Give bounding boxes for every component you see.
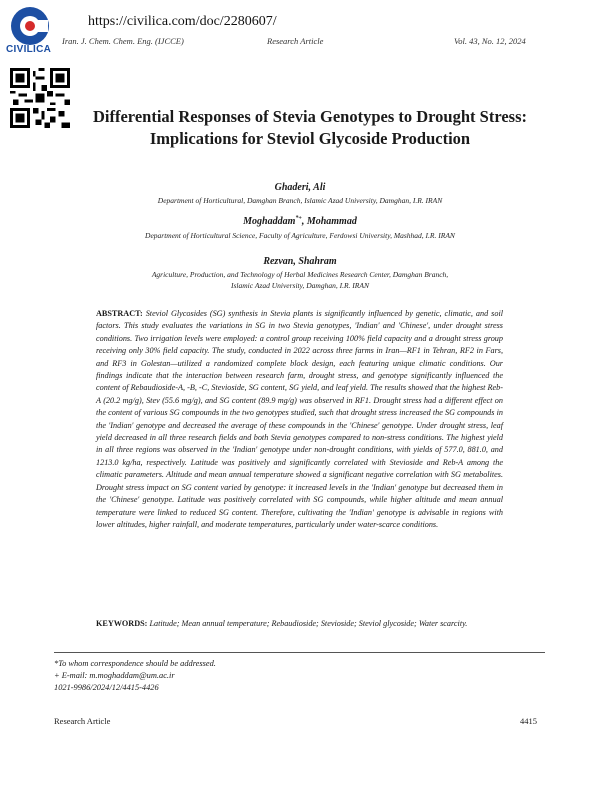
affiliation-line: Agriculture, Production, and Technology of Herbal Medicines Research Center, Damghan Branch,	[151, 270, 449, 279]
footnote-correspondence: *To whom correspondence should be addressed.	[54, 659, 216, 668]
source-url[interactable]: https://civilica.com/doc/2280607/	[88, 14, 277, 29]
article-type: Research Article	[267, 36, 324, 46]
footnotes	[54, 658, 216, 694]
abstract-label: ABSTRACT:	[96, 309, 143, 318]
author-affiliation: Department of Horticultural, Damghan Branch, Islamic Azad University, Damghan, I.R. IRAN	[157, 196, 443, 205]
author-name: Ghaderi, Ali	[274, 182, 326, 193]
running-header	[62, 36, 542, 50]
logo-text: CIVILICA	[6, 44, 52, 55]
title-line-1: Differential Responses of Stevia Genotypes to Drought Stress:	[92, 107, 528, 126]
keywords-text: Latitude; Mean annual temperature; Rebaudioside; Stevioside; Steviol glycoside; Water scarcity.	[149, 619, 468, 628]
footer-article-type: Research Article	[54, 716, 111, 726]
paper-title	[60, 106, 560, 150]
abstract-text: Steviol Glycosides (SG) synthesis in Stevia plants is significantly influenced by genetic, climatic, and soil factors. This study evaluates the variations in SG in two Stevia genotypes, 'Indian' and 'Chinese', under drought stress conditions. Two irrigation levels were employed: a control group receiving 100% field capacity and a drought stress group receiving only 30% field capacity. The study, conducted in 2022 across three farms in Iran—RF1 in Tehran, RF2 in Fars, and RF3 in Golestan—utilized a randomized complete block design, each featuring unique climatic conditions. Our findings indicate that the interaction between research farm, drought stress, and genotype significantly influenced the content of Rebaudioside-A, -B, -C, Stevioside, SG content, SG yield, and leaf yield. The results showed that the highest Reb-A (20.2 mg/g), Stev (55.6 mg/g), and SG content (89.9 mg/g) was observed in RF1. Drought stress had a different effect on the content of various SG compounds in the two genotypes studied, such that drought stress increased the SG compounds in the 'Indian' genotype and decreased the average of these compounds in the 'Chinese' genotype. Under drought stress, leaf yield decreased in all three research fields and both Stevia genotypes compared to non-stress conditions. The highest yield in all three regions was observed in the 'Indian' genotype under non-drought conditions, with yields of 577.0, 881.0, and 1213.0 kg/ha, respectively. Latitude was positively and significantly correlated with Stevioside and Reb-A among the climatic parameters. Altitude and mean annual temperature showed a significant negative correlation with SG metabolites. Drought stress impact on SG content varied by genotype: it increased levels in the 'Indian' genotype but decreased them in the 'Chinese' genotype. Latitude was positively correlated with SG compounds, while higher altitude and mean annual temperature were linked to reduced SG content. Therefore, cultivating the 'Indian' genotype is advisable in regions with lower altitudes, higher rainfall, and moderate temperatures, particularly under water-scarce conditions.	[96, 309, 503, 529]
volume-info: Vol. 43, No. 12, 2024	[454, 36, 526, 46]
author-affiliation: Department of Horticultural Science, Faculty of Agriculture, Ferdowsi University, Mashhad, I.R. IRAN	[145, 231, 455, 240]
footnote-doi: 1021-9986/2024/12/4415-4426	[54, 683, 159, 692]
footnote-email: + E-mail: m.moghaddam@um.ac.ir	[54, 671, 175, 680]
author-name: Rezvan, Shahram	[263, 256, 337, 267]
keywords	[96, 618, 503, 630]
page-number: 4415	[520, 716, 537, 726]
journal-name: Iran. J. Chem. Chem. Eng. (IJCCE)	[62, 36, 184, 46]
affiliation-line: Islamic Azad University, Damghan, I.R. IRAN	[231, 281, 369, 290]
author-affiliation	[40, 269, 560, 291]
footnote-divider	[54, 652, 545, 653]
abstract	[96, 308, 503, 531]
author-name-text: Moghaddam*+, Mohammad	[243, 216, 357, 228]
title-line-2: Implications for Steviol Glycoside Production	[149, 129, 471, 148]
author-name	[40, 216, 560, 227]
keywords-label: KEYWORDS:	[96, 619, 148, 628]
